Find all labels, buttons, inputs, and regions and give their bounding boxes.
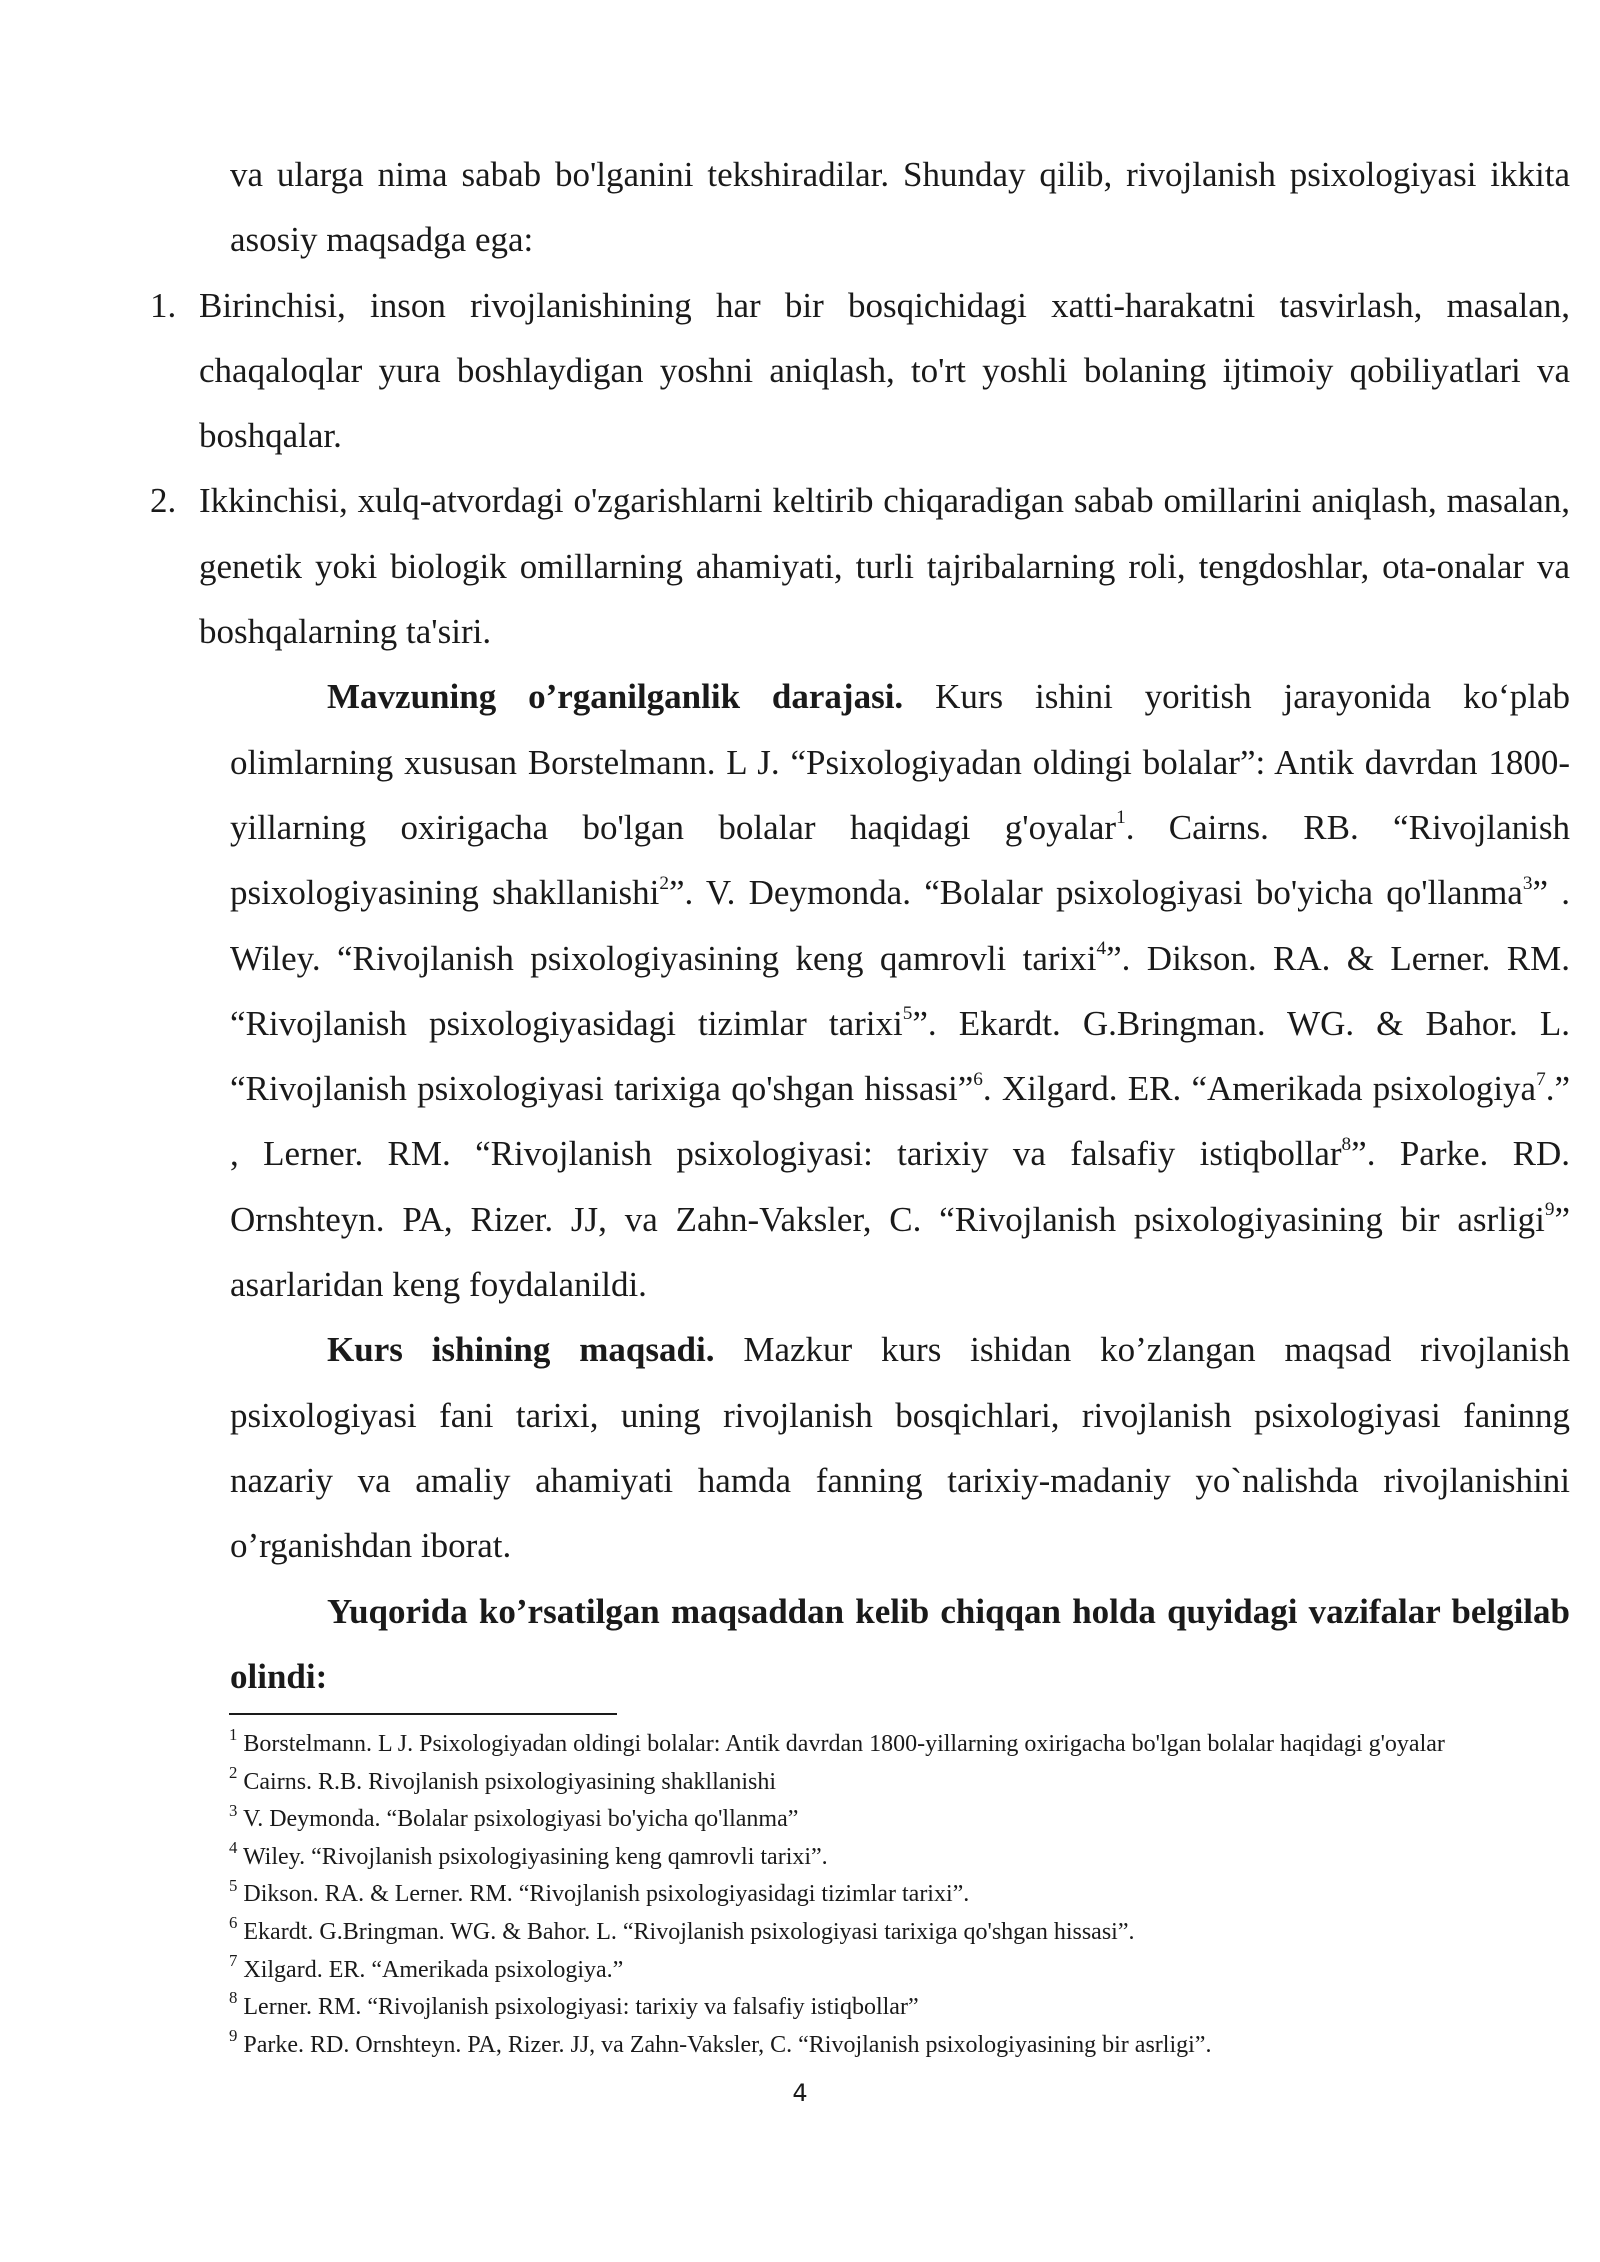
tasks-heading: Yuqorida ko’rsatilgan maqsaddan kelib chiqqan holda quyidagi vazifalar belgilab olindi: — [230, 1591, 1570, 1696]
goals-list — [150, 273, 1570, 665]
footnote — [229, 1876, 1570, 1914]
footnote-mark: 4 — [229, 1838, 238, 1858]
text-run: ” . Wiley. “Rivojlanish psixologiyasining keng qamrovli tarixi — [230, 873, 1571, 978]
footnote-text: Dikson. RA. & Lerner. RM. “Rivojlanish psixologiyasidagi tizimlar tarixi”. — [237, 1881, 970, 1908]
footnote-mark: 3 — [229, 1800, 238, 1820]
footnote — [229, 1726, 1570, 1764]
intro-paragraph: va ularga nima sabab bo'lganini tekshiradilar. Shunday qilib, rivojlanish psixologiyasi ikkita asosiy maqsadga ega: — [230, 155, 1570, 260]
footnote-ref[interactable]: 2 — [659, 872, 669, 894]
goal-lead: Kurs ishining maqsadi. — [327, 1330, 715, 1370]
footnote-ref[interactable]: 4 — [1096, 938, 1107, 960]
footnote-mark: 9 — [229, 2026, 238, 2046]
list-item-text: Birinchisi, inson rivojlanishining har bir bosqichidagi xatti-harakatni tasvirlash, masalan, chaqaloqlar yura boshlaydigan yoshni aniqlash, to'rt yoshli bolaning ijtimoiy qobiliyatlari va boshqalar. — [199, 285, 1570, 456]
footnote-ref[interactable]: 8 — [1341, 1133, 1352, 1155]
footnote-text: Lerner. RM. “Rivojlanish psixologiyasi: tarixiy va falsafiy istiqbollar” — [237, 1994, 919, 2021]
list-item — [150, 273, 1570, 469]
footnote — [229, 2027, 1570, 2065]
text-run: ” asarlaridan keng foydalanildi. — [230, 1199, 1570, 1305]
text-run: . Cairns. RB. “Rivojlanish psixologiyasining shakllanishi — [230, 807, 1570, 913]
footnote-ref[interactable]: 3 — [1522, 872, 1533, 894]
list-number: 2. — [150, 481, 177, 521]
study-level-paragraph — [230, 664, 1570, 1317]
footnote-mark: 6 — [229, 1913, 238, 1933]
footnote-mark: 7 — [229, 1950, 238, 1970]
footnote-text: V. Deymonda. “Bolalar psixologiyasi bo'yicha qo'llanma” — [237, 1806, 799, 1833]
footnote-ref[interactable]: 6 — [973, 1068, 983, 1090]
text-run: ”. Parke. RD. Ornshteyn. PA, Rizer. JJ, va Zahn-Vaksler, C. “Rivojlanish psixologiyasining bir asrligi — [230, 1134, 1570, 1239]
footnote — [229, 1914, 1570, 1952]
footnote-text: Xilgard. ER. “Amerikada psixologiya.” — [237, 1956, 624, 1983]
footnote — [229, 1952, 1570, 1990]
text-run: Kurs ishini yoritish jarayonida ko‘plab olimlarning xususan Borstelmann. L J. “Psixologiyadan oldingi bolalar”: Antik davrdan 1800-yillarning oxirigacha bo'lgan bolalar haqidagi g'oyalar — [230, 677, 1570, 847]
footnote-mark: 8 — [229, 1988, 238, 2008]
footnote-ref[interactable]: 7 — [1536, 1068, 1546, 1090]
list-number: 1. — [150, 285, 177, 325]
footnote-text: Borstelmann. L J. Psixologiyadan oldingi bolalar: Antik davrdan 1800-yillarning oxirigacha bo'lgan bolalar haqidagi g'oyalar — [237, 1731, 1445, 1757]
footnote — [229, 1989, 1570, 2027]
goal-paragraph — [230, 1317, 1570, 1578]
footnote-ref[interactable]: 5 — [902, 1003, 913, 1025]
list-item — [150, 468, 1570, 664]
footnote-text: Ekardt. G.Bringman. WG. & Bahor. L. “Rivojlanish psixologiyasi tarixiga qo'shgan hissasi”. — [237, 1918, 1135, 1945]
goal-text: Mazkur kurs ishidan ko’zlangan maqsad rivojlanish psixologiyasi fani tarixi, uning rivojlanish bosqichlari, rivojlanish psixologiyasi faninng nazariy va amaliy ahamiyati hamda fanning tarixiy-madaniy yo`nalishda rivojlanishini o’rganishdan iborat. — [230, 1330, 1570, 1566]
text-run: ”. Dikson. RA. & Lerner. RM. “Rivojlanish psixologiyasidagi tizimlar tarixi — [230, 938, 1571, 1043]
footnote-mark: 2 — [229, 1762, 238, 1782]
footnote-mark: 1 — [229, 1725, 238, 1745]
page-number: 4 — [792, 2079, 808, 2107]
text-run: ”. Ekardt. G.Bringman. WG. & Bahor. L. “Rivojlanish psixologiyasi tarixiga qo'shgan hissasi” — [230, 1003, 1570, 1109]
footnote-separator — [229, 1713, 617, 1715]
study-level-lead: Mavzuning o’rganilganlik darajasi. — [327, 677, 904, 717]
footnote-mark: 5 — [229, 1875, 238, 1895]
body-text — [150, 142, 1570, 1709]
footnote-text: Cairns. R.B. Rivojlanish psixologiyasining shakllanishi — [237, 1768, 777, 1795]
footnote-ref[interactable]: 1 — [1116, 807, 1126, 829]
text-run: . Xilgard. ER. “Amerikada psixologiya — [982, 1069, 1537, 1109]
text-run: ”. V. Deymonda. “Bolalar psixologiyasi bo'yicha qo'llanma — [668, 873, 1523, 913]
footnote — [229, 1801, 1570, 1839]
footnote-text: Wiley. “Rivojlanish psixologiyasining keng qamrovli tarixi”. — [237, 1843, 828, 1870]
footnote-text: Parke. RD. Ornshteyn. PA, Rizer. JJ, va Zahn-Vaksler, C. “Rivojlanish psixologiyasining bir asrligi”. — [237, 2031, 1212, 2058]
footnotes — [229, 1726, 1570, 2064]
text-run: .” , Lerner. RM. “Rivojlanish psixologiyasi: tarixiy va falsafiy istiqbollar — [230, 1069, 1570, 1174]
footnote-ref[interactable]: 9 — [1544, 1199, 1555, 1221]
footnote — [229, 1764, 1570, 1802]
footnote — [229, 1839, 1570, 1877]
list-item-text: Ikkinchisi, xulq-atvordagi o'zgarishlarni keltirib chiqaradigan sabab omillarini aniqlash, masalan, genetik yoki biologik omillarning ahamiyati, turli tajribalarning roli, tengdoshlar, ota-onalar va boshqalarning ta'siri. — [199, 481, 1570, 652]
